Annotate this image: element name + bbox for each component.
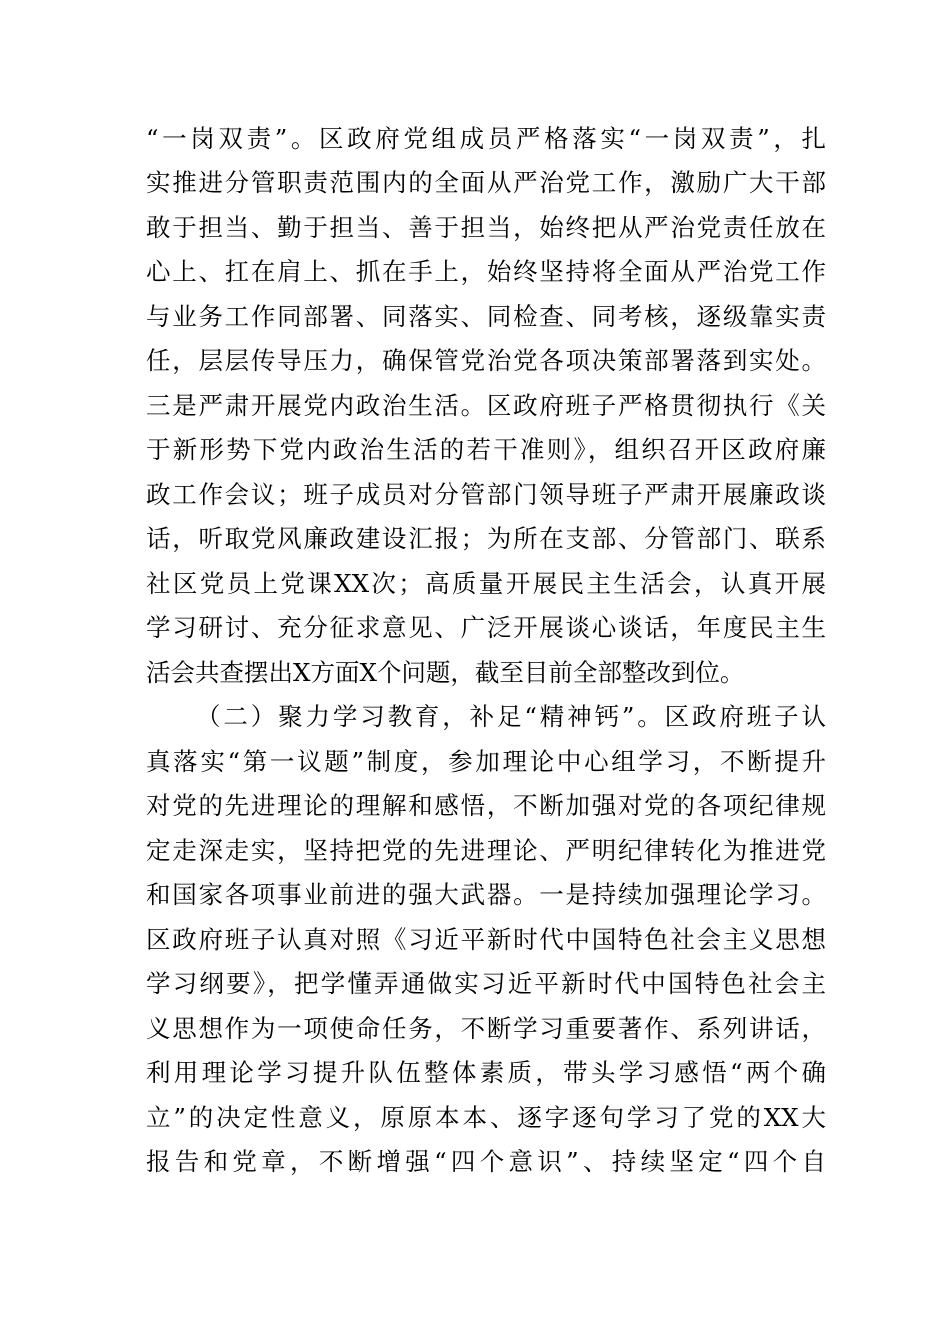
text-line-12: 学习研讨、充分征求意见、广泛开展谈心谈话，年度民主生: [146, 613, 826, 642]
text-line-4: 心上、扛在肩上、抓在手上，始终坚持将全面从严治党工作: [146, 257, 826, 286]
text-line-10: 话，听取党风廉政建设汇报；为所在支部、分管部门、联系: [146, 524, 826, 553]
text-line-8: 于新形势下党内政治生活的若干准则》，组织召开区政府廉: [146, 435, 826, 464]
text-line-13: 活会共查摆出X方面X个问题，截至目前全部整改到位。: [146, 658, 745, 687]
text-line-2: 实推进分管职责范围内的全面从严治党工作，激励广大干部: [146, 168, 826, 197]
text-line-22: 利用理论学习提升队伍整体素质，带头学习感悟“两个确: [146, 1058, 826, 1087]
text-line-20: 学习纲要》，把学懂弄通做实习近平新时代中国特色社会主: [146, 969, 826, 998]
text-line-23: 立”的决定性意义，原原本本、逐字逐句学习了党的XX大: [146, 1103, 826, 1132]
text-line-14: （二）聚力学习教育，补足“精神钙”。区政府班子认: [196, 702, 826, 731]
text-line-15: 真落实“第一议题”制度，参加理论中心组学习，不断提升: [146, 747, 826, 776]
text-line-6: 任，层层传导压力，确保管党治党各项决策部署落到实处。: [146, 346, 826, 375]
text-line-18: 和国家各项事业前进的强大武器。一是持续加强理论学习。: [146, 880, 826, 909]
text-line-24: 报告和党章，不断增强“四个意识”、持续坚定“四个自: [146, 1147, 826, 1176]
text-line-11: 社区党员上党课XX次；高质量开展民主生活会，认真开展: [146, 569, 826, 598]
text-line-16: 对党的先进理论的理解和感悟，不断加强对党的各项纪律规: [146, 791, 826, 820]
text-line-3: 敢于担当、勤于担当、善于担当，始终把从严治党责任放在: [146, 213, 826, 242]
text-line-19: 区政府班子认真对照《习近平新时代中国特色社会主义思想: [146, 925, 826, 954]
text-line-9: 政工作会议；班子成员对分管部门领导班子严肃开展廉政谈: [146, 480, 826, 509]
text-line-21: 义思想作为一项使命任务，不断学习重要著作、系列讲话，: [146, 1014, 826, 1043]
text-line-17: 定走深走实，坚持把党的先进理论、严明纪律转化为推进党: [146, 836, 826, 865]
text-line-7: 三是严肃开展党内政治生活。区政府班子严格贯彻执行《关: [146, 391, 826, 420]
text-line-1: “一岗双责”。区政府党组成员严格落实“一岗双责”，扎: [146, 124, 826, 153]
text-line-5: 与业务工作同部署、同落实、同检查、同考核，逐级靠实责: [146, 302, 826, 331]
